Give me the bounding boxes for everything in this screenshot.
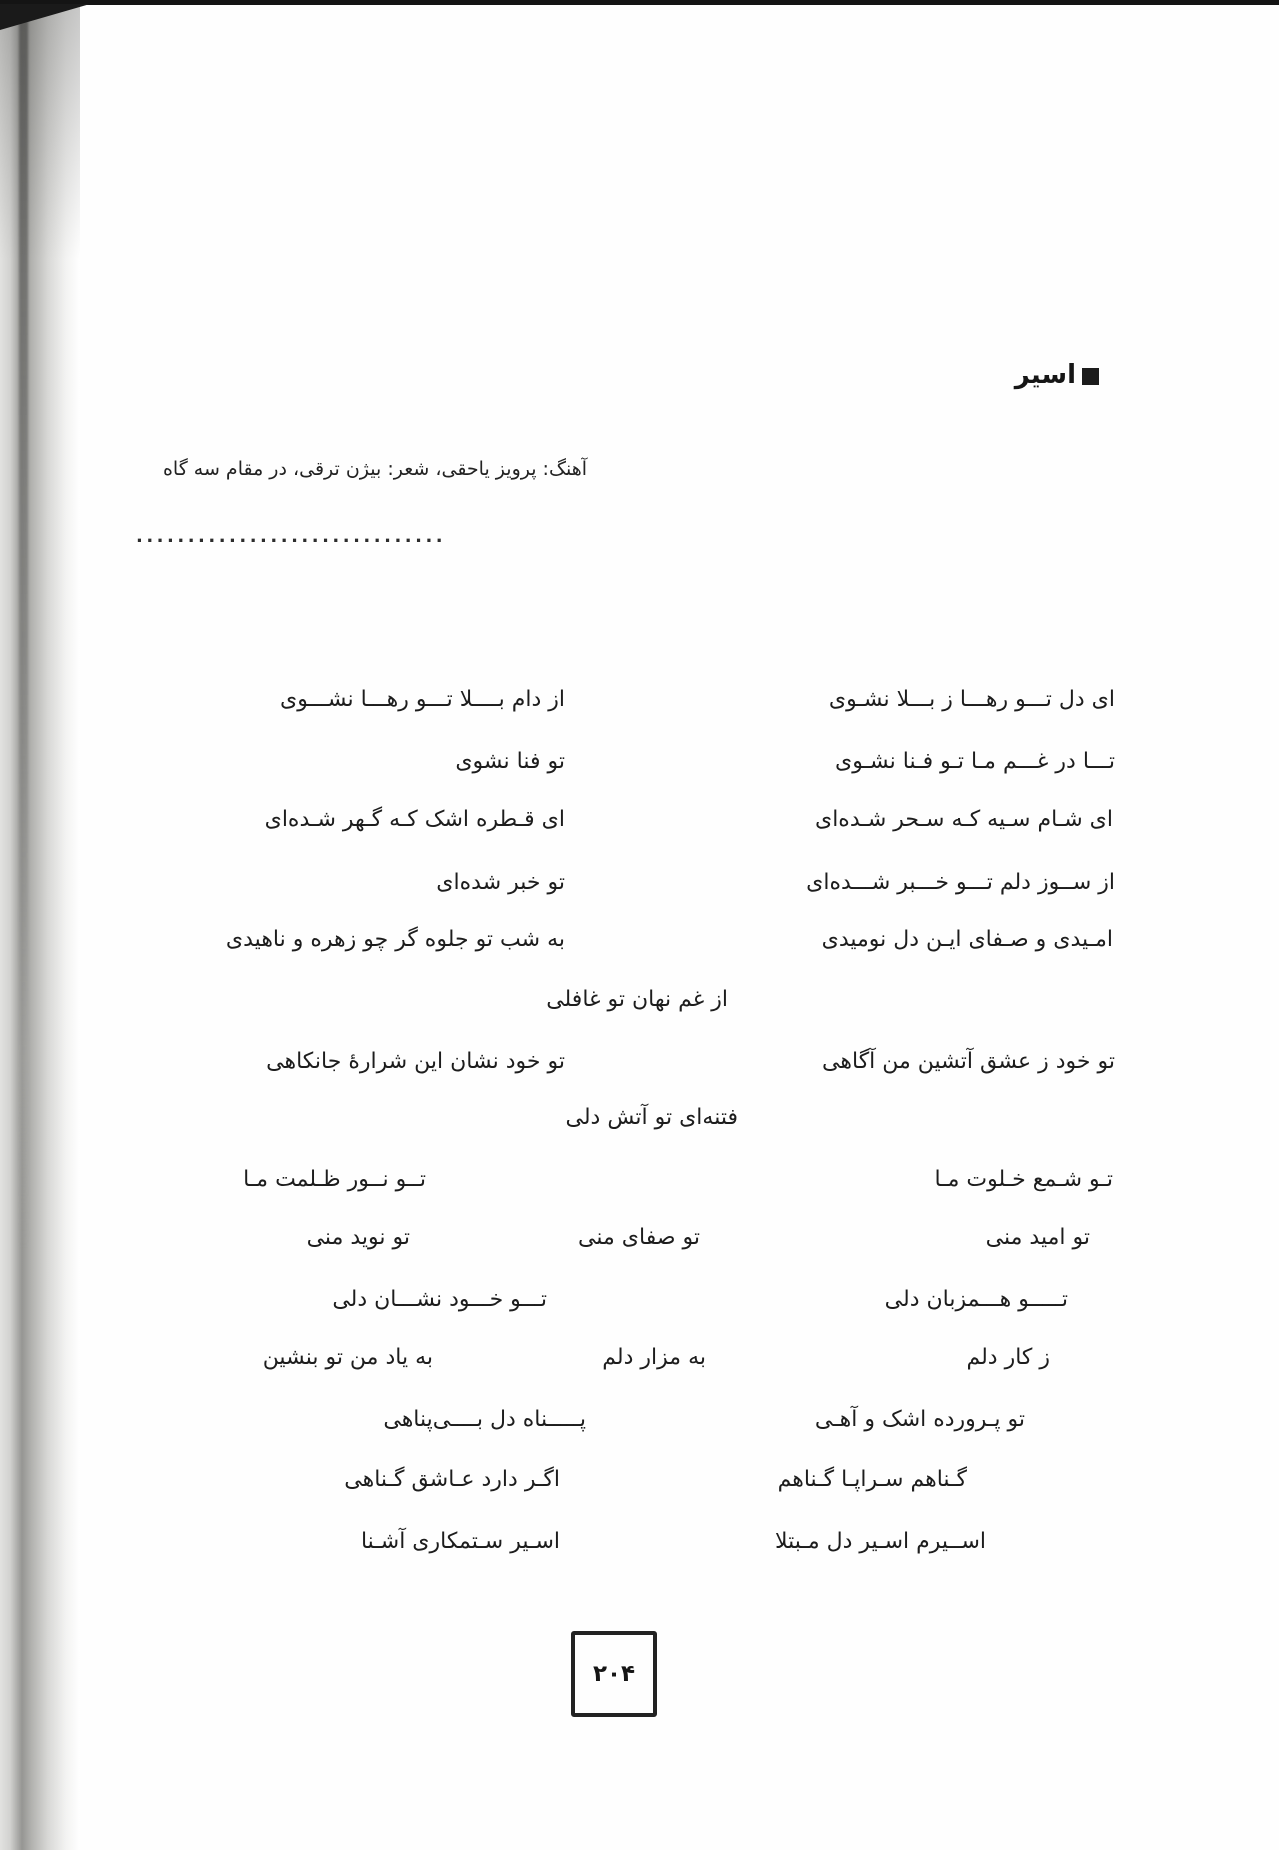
verse-14-left: اگـر دارد عـاشق گـناهی [344, 1467, 560, 1492]
verse-13-right: تو پـرورده اشک و آهـی [814, 1407, 1025, 1432]
bullet-square-icon [1082, 368, 1099, 385]
verse-8-center: فتنه‌ای تو آتش دلی [565, 1105, 738, 1130]
verse-12-left: به یاد من تو بنشین [262, 1345, 433, 1370]
verse-1-left: از دام بــــلا تـــو رهـــا نشـــوی [279, 687, 565, 712]
poem-title-row [1015, 360, 1099, 390]
verse-2-right: تـــا در غـــم مـا تـو فـنا نشـوی [835, 749, 1115, 774]
verse-10-mid: تو صفای منی [578, 1225, 700, 1250]
scan-edge-strip [0, 0, 1279, 5]
verse-12-right: ز کار دلم [966, 1345, 1050, 1370]
verse-9-left: تــو نــور ظـلمت مـا [243, 1167, 426, 1192]
verse-12-mid: به مزار دلم [602, 1345, 706, 1370]
verse-4-right: از ســوز دلم تـــو خـــبر شـــده‌ای [806, 870, 1115, 895]
verse-15-right: اســیرم اسـیر دل مـبتلا [775, 1529, 986, 1554]
verse-3-left: ای قـطره اشک کـه گـهر شـده‌ای [264, 807, 565, 832]
scan-corner-shadow [0, 4, 90, 30]
verse-7-right: تو خود ز عشق آتشین من آگاهی [822, 1049, 1115, 1074]
poem-title: اسیر [1014, 360, 1076, 390]
verse-3-right: ای شـام سـیه کـه سـحر شـده‌ای [814, 807, 1113, 832]
verse-11-left: تـــو خـــود نشـــان دلی [332, 1287, 547, 1312]
page-number-box [571, 1631, 657, 1717]
verse-9-right: تـو شـمع خـلوت مـا [934, 1167, 1113, 1192]
verse-5-right: امـیدی و صـفای ایـن دل نومیدی [821, 927, 1113, 952]
verse-11-right: تـــــو هـــمزبان دلی [884, 1287, 1068, 1312]
verse-1-right: ای دل تـــو رهـــا ز بـــلا نشـوی [828, 687, 1115, 712]
verse-15-left: اسـیر سـتمکاری آشـنا [360, 1529, 560, 1554]
attribution-line: آهنگ: پرویز یاحقی، شعر: بیژن ترقی، در مقام سه گاه [162, 458, 587, 480]
page-number: ۲۰۴ [592, 1661, 636, 1687]
verse-4-left: تو خبر شده‌ای [436, 870, 565, 895]
gutter-top-shade [0, 0, 80, 260]
page-gutter-shadow [0, 0, 80, 1850]
verse-13-left: پـــــناه دل بــــی‌پناهی [383, 1407, 586, 1432]
verse-7-left: تو خود نشان این شرارهٔ جانکاهی [266, 1049, 565, 1074]
verse-14-right: گـناهم سـراپـا گـناهم [777, 1467, 967, 1492]
verse-10-left: تو نوید منی [306, 1225, 410, 1250]
dotted-separator: .............................. [136, 526, 447, 547]
verse-10-right: تو امید منی [985, 1225, 1090, 1250]
verse-6-center: از غم نهان تو غافلی [546, 987, 728, 1012]
verse-5-left: به شب تو جلوه گر چو زهره و ناهیدی [225, 927, 565, 952]
verse-2-left: تو فنا نشوی [455, 749, 565, 774]
